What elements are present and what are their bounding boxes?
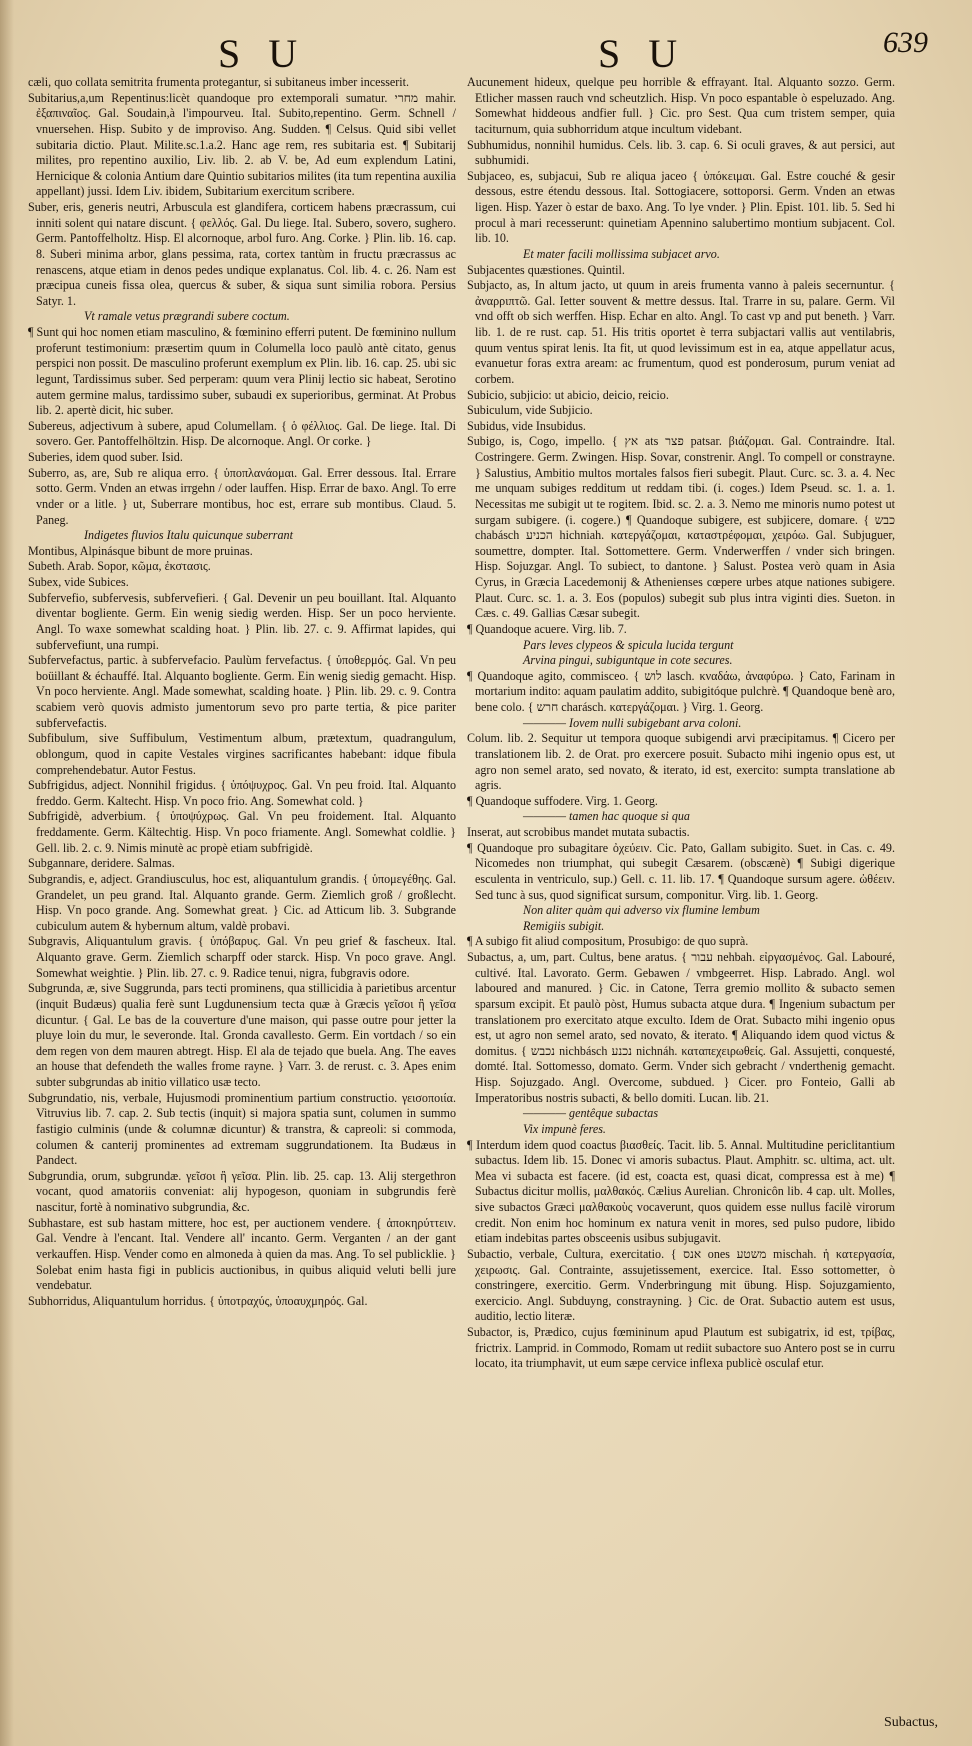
left-column bbox=[28, 75, 456, 1715]
verse-line: Non aliter quàm qui adverso vix flumine lembum bbox=[523, 903, 760, 918]
dictionary-entry: Inserat, aut scrobibus mandet mutata subactis. bbox=[467, 825, 690, 839]
dictionary-entry: Suber, eris, generis neutri, Arbuscula est glandifera, corticem habens præcrassum, cui inniti solent qui natare discunt. { φελλός. Gal. Du liege. Ital. Subero, sovero, sughero. Germ. Pantoffelholtz. Hisp. El alcornoque, arbol furo. Ang. Corke. } Plin. lib. 16. cap. 8. Suberi minima arbor, glans pessima, rata, cortex tantùm in fructu præcrassus ac renascens, atque etiam in denos pedes undique explanatus. Col. lib. 4. c. 26. Nam est præcipua cuneis fissa olea, quercus & suber, & siqua sunt similia robora. Persius Satyr. 1. bbox=[28, 200, 456, 308]
verse-line: Vix impunè feres. bbox=[523, 1121, 606, 1136]
running-head-left: SU bbox=[218, 31, 326, 76]
dictionary-entry: Subhumidus, nonnihil humidus. Cels. lib. 3. cap. 6. Si oculi graves, & aut persici, aut subhumidi. bbox=[467, 137, 895, 168]
dictionary-entry: Subgrunda, æ, sive Suggrunda, pars tecti prominens, qua stillicidia à parietibus arcentur (inquit Budæus) qualia ferè sunt Lugdunensium tecta quæ à Græcis γεῖσοι ἢ γεῖσα dicuntur. { Gal. Le bas de la couverture d'une maison, qui passe outre pour jetter la pluye loin du mur, le severonde. Ital. Gronda cavallesto. Germ. Ein vortdach / so ein dem regen von dem mauren abtregt. Hisp. El ala de tejado que buela. Ang. The eaves an house that defendeth the walles frome rayne. } Varr. 3. de rerust. c. 3. Apes enim subter subgrundas ab initio villatico usæ tecto. bbox=[28, 981, 456, 1089]
dictionary-entry: Subfervefio, subfervesis, subfervefieri. { Gal. Devenir un peu bouillant. Ital. Alquanto diventar bogliente. Germ. Ein wenig siedig werden. Hisp. Ser un poco herviente. Angl. To waxe somewhat scalding hoat. } Plin. lib. 27. c. 9. Affirmat lapides, qui subfervefiunt, una rumpi. bbox=[28, 590, 456, 652]
dictionary-entry: Subfervefactus, partic. à subfervefacio. Paulùm fervefactus. { ὑποθερμός. Gal. Vn peu boüillant & échauffé. Ital. Alquanto bogliente. Germ. Ein wenig siedig gemacht. Hisp. Vn poco herviente. Angl. Made somewhat, scalding hoate. } Plin. lib. 29. c. 9. Contra scabiem verò quovis admisto jumentorum sevo pro parte tertia, & pice pariter subfervefactis. bbox=[28, 653, 456, 730]
dictionary-entry: Subigo, is, Cogo, impello. { אץ ats פצר patsar. βιάζομαι. Gal. Contraindre. Ital. Costringere. Germ. Zwingen. Hisp. Sovar, constrenir. Angl. To compell or constrayne. } Salustius, Ambitio multos mortales falsos fieri subegit. Plaut. Curc. sc. 3. a. 4. Nec me unquam subiges redditum ut reddam tibi. (i. coges.) Idem Pseud. sc. 1. a. 1. Necessitas me subigit ut te rogitem. Ibid. sc. 2. a. 3. Nemo me minoris numo potest ut surgam subigere. (i. cogere.) ¶ Quandoque subigere, est subjicere, domare. { כבש chabásch הכניע hichniah. κατεργάζομαι, καταστρέφομαι, χειρόω. Gal. Subjuguer, soumettre, dompter. Ital. Sottomettere. Germ. Vnderwerffen / vnder sich bringen. Hisp. Sojuzgar. Angl. To subiect, to dantone. } Salust. Postea verò quam in Asia Cyrus, in Græcia Lacedemonij & Athenienses cœpere urbes atque nationes subigere. Plaut. Curc. sc. 1. a. 3. Eos (populos) subegit sub plus intra viginti dies. Sueton. in Cæs. c. 49. Gallias Cæsar subegit. bbox=[467, 434, 895, 621]
dictionary-entry: ¶ Interdum idem quod coactus βιασθείς. Tacit. lib. 5. Annal. Multitudine periclitantium subactus. Idem lib. 15. Donec vi amoris subactus. Plaut. Amphitr. sc. ultima, act. ult. Mea vi subacta est facere. (id est, coacta est, quasi dicat, compressa est à me) ¶ Subactus dicitur mollis, μαλθακός. Cælius Aurelian. Chronicôn lib. 4 cap. ult. Molles, sive subactos Græci μαλθακοὺς vocaverunt, quos quidem esse nullus facilè virorum credit. Non enim hoc hominum ex natura venit in mores, sed pulso pudore, libido etiam indebitas partes obsceenis usibus subjugavit. bbox=[467, 1137, 895, 1246]
dictionary-entry: Subitarius,a,um Repentinus:licèt quandoque pro extemporali sumatur. מחרי mahir. ἐξαπιναῖος. Gal. Soudain,à l'impourveu. Ital. Subito,repentino. Germ. Schnell / vnuersehen. Hisp. Subito y de improviso. Ang. Sudden. ¶ Celsus. Quid sibi vellet subitaria dictio. Plaut. Milite.sc.1.a.2. Hanc age rem, res subitaria est. ¶ Subitarij milites, pro repentino auxilio, Liv. lib. 2. ab V. be, Ad eum explendum Latini, Hernicique & colonia Antium dare Quintio subitarios milites (ita tum repentina auxilia appellant) jussi. Idem Liv. ibidem, Subitarium exercitum scribere. bbox=[28, 90, 456, 199]
verse-line: ———— gentêque subactas bbox=[523, 1106, 659, 1121]
dictionary-entry: ¶ Quandoque suffodere. Virg. 1. Georg. bbox=[467, 793, 658, 808]
dictionary-entry: Subhorridus, Aliquantulum horridus. { ὑποτραχύς, ὑποαυχμηρός. Gal. bbox=[28, 1293, 368, 1308]
verse-line: Vt ramale vetus prægrandi subere coctum. bbox=[84, 309, 290, 324]
dictionary-entry: Subgrundia, orum, subgrundæ. γεῖσοι ἢ γεῖσα. Plin. lib. 25. cap. 13. Alij stergethron vocant, quod amatoriis conveniat: alij hypogeson, quoniam in subgrundis ferè nascitur, fortè à nominativo subgrundia, &c. bbox=[28, 1168, 456, 1214]
dictionary-entry: Subactor, is, Prædico, cujus fœmininum apud Plautum est subigatrix, id est, τρίβας, frictrix. Lamprid. in Commodo, Romam ut rediit subactore suo Antero post se in curru locato, ita triumphavit, ut eum sæpe cervice inflexa publicè osculaf etur. bbox=[467, 1325, 895, 1371]
verse-line: Pars leves clypeos & spicula lucida tergunt bbox=[523, 637, 734, 652]
dictionary-entry: Subjaceo, es, subjacui, Sub re aliqua jaceo { ὑπόκειμαι. Gal. Estre couché & gesir dessous, estre étendu dessous. Ital. Sottogiacere, sottoporsi. Germ. Vnden an etwas ligen. Hisp. Yazer ò estar de baxo. Ang. To lye vnder. } Plin. Epist. 101. lib. 5. Sed hi procul à mari recesserunt: quinetiam Apennino salubertimo montium subjacent. Col. lib. 10. bbox=[467, 168, 895, 246]
gutter-shadow bbox=[0, 0, 14, 1746]
dictionary-entry: Subidus, vide Insubidus. bbox=[467, 418, 586, 433]
dictionary-entry: Subfrigidè, adverbium. { ὑποψύχρως. Gal. Vn peu froidement. Ital. Alquanto freddamente. Germ. Kältechtig. Hisp. Vn poco friamente. Angl. Somewhat coldlie. } Gell. lib. 2. c. 9. Nimis minutè ac propè etiam subfrigidè. bbox=[28, 809, 456, 855]
dictionary-entry: Subjacto, as, In altum jacto, ut quum in areis frumenta vanno à paleis secernuntur. { ἀναρριπτῶ. Gal. Ietter souvent & mettre dessus. Ital. Trarre in su, palare. Germ. Vil vnd offt ob sich werffen. Hisp. Echar en alto. Angl. To cast vp and put beneth. } Varr. lib. 1. de re rust. cap. 51. His tritis oportet è terra subjactari vallis aut ventilabris, quum ventus spirat lenis. Ita fit, ut quod levissimum est in ea, atque appellatur acus, evanuetur foras extra aream: ac frumentum, quod est ponderosum, purum veniat ad corbem. bbox=[467, 278, 895, 386]
verse-line: Remigiis subigit. bbox=[523, 918, 605, 933]
verse-line: Arvina pingui, subiguntque in cote secures. bbox=[523, 653, 733, 668]
verse-line: Et mater facili mollissima subjacet arvo. bbox=[523, 246, 720, 261]
dictionary-entry: Colum. lib. 2. Sequitur ut tempora quoque subigendi arvi præcipitamus. ¶ Cicero per translationem lib. 2. de Orat. pro exercere posuit. Subacto mihi ingenio opus est, ut agro non semel arato, sed novato, & iterato, id est, exercito: sumpta translatione ab agris. bbox=[467, 731, 895, 793]
dictionary-entry: Subgannare, deridere. Salmas. bbox=[28, 856, 175, 871]
dictionary-entry: Subiculum, vide Subjicio. bbox=[467, 403, 593, 418]
dictionary-entry: Aucunement hideux, quelque peu horrible & effrayant. Ital. Alquanto sozzo. Germ. Etlicher massen rauch vnd scheutzlich. Hisp. Vn poco espantable ò espeluzado. Ang. Somewhat hiddeous andfier full. } Cic. pro Sest. Qua cum tristem semper, quia taciturnum, quia subhorridum atque incultum videbant. bbox=[467, 75, 895, 136]
dictionary-entry: cæli, quo collata semitrita frumenta protegantur, si subitaneus imber incesserit. bbox=[28, 75, 410, 89]
dictionary-entry: Subfibulum, sive Suffibulum, Vestimentum album, prætextum, quadrangulum, oblongum, quod in capite Vestales virgines sacrificantes habebant: idque fibula comprehendebatur. Autor Festus. bbox=[28, 731, 456, 777]
dictionary-entry: Subfrigidus, adject. Nonnihil frigidus. { ὑπόψυχρος. Gal. Vn peu froid. Ital. Alquanto freddo. Germ. Kaltecht. Hisp. Vn poco frio. Ang. Somewhat cold. } bbox=[28, 778, 456, 808]
dictionary-entry: Subactio, verbale, Cultura, exercitatio. { אנס ones משטע mischah. ἡ κατεργασία, χειρωσις. Gal. Contrainte, assujetissement, exercice. Ital. Esso sottometter, ò constringere, exercitio. Germ. Vnderbringung mit übung. Hisp. Sojuzgamiento, exercicio. Angl. Subduyng, constrayning. } Cic. de Orat. Subactio autem est usus, auditio, lectio literæ. bbox=[467, 1246, 895, 1324]
verse-line: Indigetes fluvios Italu quicunque suberrant bbox=[84, 528, 293, 543]
dictionary-entry: Subgrandis, e, adject. Grandiusculus, hoc est, aliquantulum grandis. { ὑπομεγέθης. Gal. Grandelet, un peu grand. Ital. Alquanto grande. Germ. Ziemlich groß / großlecht. Hisp. Vn poco grande. Ang. Somewhat great. } Cic. ad Atticum lib. 3. Subgrande cubiculum autem & hybernum altum, valdè probavi. bbox=[28, 871, 456, 933]
dictionary-entry: ¶ Quandoque pro subagitare ὀχεύειν. Cic. Pato, Gallam subigito. Suet. in Cas. c. 49. Nicomedes non triumphat, qui subegit Cæsarem. (obscænè) ¶ Subigi digerique esculenta in ventriculo, sup.) Gell. c. 11. lib. 17. ¶ Quandoque sursum agere. ὠθέειν. Sed tunc à sus, quod significat sursum, componitur. Virg. lib. 1. Georg. bbox=[467, 840, 895, 902]
dictionary-entry: Suberies, idem quod suber. Isid. bbox=[28, 450, 183, 464]
dictionary-entry: Suberro, as, are, Sub re aliqua erro. { ὑποπλανάομαι. Gal. Errer dessous. Ital. Errare sotto. Germ. Vnden an etwas irrgehn / oder lauffen. Hisp. Errar de baxo. Angl. To erre vnder or a litle. } ut, Suberrare montibus, hoc est, errare sub montibus. Claud. 5. Paneg. bbox=[28, 465, 456, 527]
dictionary-entry: Subgrundatio, nis, verbale, Hujusmodi prominentium partium constructio. γεισοποιία. Vitruvius lib. 7. cap. 2. Sub tectis (inquit) si majora spatia sunt, columen in summo fastigio culminis (unde & columnæ dicuntur) & transtra, & capreoli: si commoda, columen & canterij prominentes ad extremam suggrundationem. Ita Budæus in Pandect. bbox=[28, 1090, 456, 1168]
dictionary-entry: ¶ A subigo fit aliud compositum, Prosubigo: de quo suprà. bbox=[467, 934, 749, 949]
page-number: 639 bbox=[883, 26, 928, 59]
dictionary-entry: Subereus, adjectivum à subere, apud Columellam. { ὁ φέλλιος. Gal. De liege. Ital. Di sovero. Ger. Pantoffelhöltzin. Hisp. De alcornoque. Angl. Or corke. } bbox=[28, 418, 456, 449]
dictionary-entry: Subgravis, Aliquantulum gravis. { ὑπόβαρυς. Gal. Vn peu grief & fascheux. Ital. Alquanto grave. Germ. Ziemlich scharpff oder starck. Hisp. Vn poco grave. Angl. Somewhat weightie. } Plin. lib. 27. c. 9. Radice tenui, nigra, fubgravis odore. bbox=[28, 934, 456, 980]
verse-line: ———— tamen hac quoque si qua bbox=[523, 809, 690, 824]
running-head-right: SU bbox=[598, 31, 706, 76]
catchword: Subactus, bbox=[883, 1715, 938, 1730]
dictionary-entry: ¶ Quandoque agito, commisceo. { לוש lasch. κναδάω, ἀναφύρω. } Cato, Farinam in mortarium indito: aquam paulatim addito, subigitóque pulchrè. ¶ Quandoque benè aro, bene colo. { חרש charásch. κατεργάζομαι. } Virg. 1. Georg. bbox=[467, 668, 895, 714]
dictionary-entry: Subactus, a, um, part. Cultus, bene aratus. { עבור nehbah. εἰργασμένος. Gal. Labouré, cultivé. Ital. Lavorato. Germ. Gebawen / vmbgeerret. Hisp. Labrado. Angl. wol laboured and manured. } Cic. in Catone, Terra gremio mollito & subacto semen sparsum excipit. Et paulò pòst, Humus subacta atque dura. ¶ Ingenium subactum per translationem pro exercitato atque exculto. Idem de Orat. Subacto mihi ingenio opus est, ut agro non semel arato, sed novato, & iterato. ¶ Aliquando idem quod victus & domitus. { נכבש nichbásch נכנע nichnáh. καταπεχειρωθείς. Gal. Assujetti, conquesté, domté. Ital. Sottomesso, domato. Germ. Vnder sich gebracht / vnderthenig gemacht. Hisp. Sojuzgado. Angl. Overcome, subdued. } Cicer. pro Fonteio, Galli ab Imperatoribus nostris subacti, & bello domiti. Lucan. lib. 21. bbox=[467, 950, 895, 1105]
dictionary-entry: Subeth. Arab. Sopor, κῶμα, ἐκστασις. bbox=[28, 559, 211, 574]
dictionary-entry: Subhastare, est sub hastam mittere, hoc est, per auctionem vendere. { ἀποκηρύττειν. Gal. Vendre à l'encant. Ital. Vendere all' incanto. Germ. Verganten / an der gant verkauffen. Hisp. Vender como en almoneda à quien da mas. Ang. To sel publicklie. } Solebat enim hasta figi in publicis auctionibus, in quibus aliquid veluti belli jure vendebatur. bbox=[28, 1215, 456, 1293]
dictionary-entry: ¶ Quandoque acuere. Virg. lib. 7. bbox=[467, 621, 627, 636]
dictionary-entry: Montibus, Alpinásque bibunt de more pruinas. bbox=[28, 543, 253, 558]
dictionary-entry: Subex, vide Subices. bbox=[28, 575, 129, 589]
verse-line: ———— Iovem nulli subigebant arva coloni. bbox=[523, 715, 742, 730]
right-column bbox=[467, 75, 895, 1715]
dictionary-entry: Subicio, subjicio: ut abicio, deicio, reicio. bbox=[467, 387, 669, 402]
dictionary-entry: ¶ Sunt qui hoc nomen etiam masculino, & fœminino efferri putent. De fœminino nullum proferunt testimonium: præsertim quum in Columella loco paulò antè citato, genus perspici non possit. De masculino proferunt exemplum ex Plin. lib. 16. cap. 25. ubi sic legunt, Tardissimus suber. Sed perperam: quum vera Plinij lectio sic habeat, Serotino autem germine malus, tardissimo suber, subaudi ex superioribus, germinat. At Probus lib. 2. apertè dicit, hic suber. bbox=[28, 325, 456, 418]
dictionary-entry: Subjacentes quæstiones. Quintil. bbox=[467, 262, 625, 277]
